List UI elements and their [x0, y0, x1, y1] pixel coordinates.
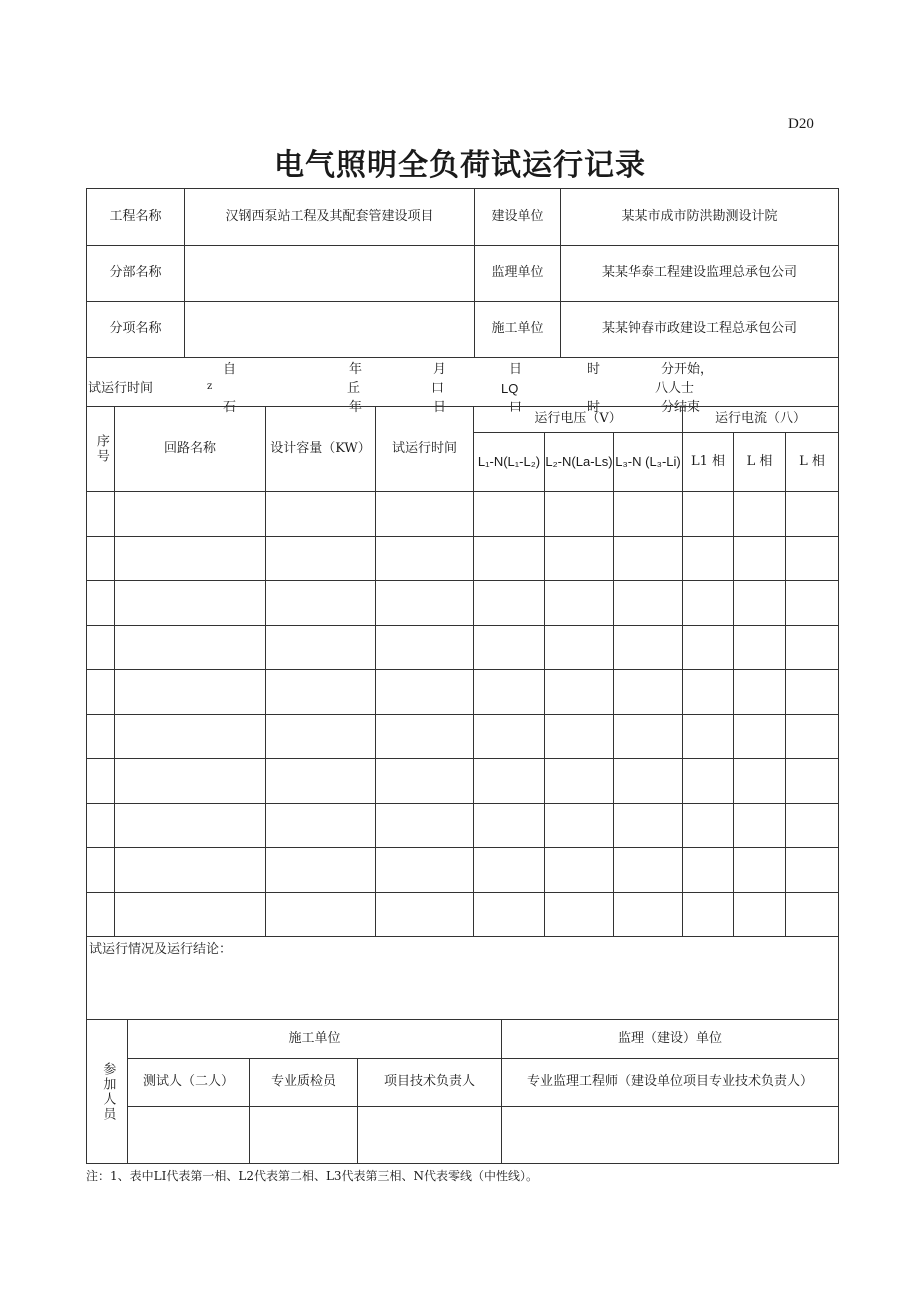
table-cell[interactable] [87, 581, 115, 626]
table-cell[interactable] [266, 625, 376, 670]
table-cell[interactable] [545, 536, 614, 581]
supervisor-value: 某某华泰工程建设监理总承包公司 [561, 246, 839, 302]
table-cell[interactable] [545, 625, 614, 670]
division-value [185, 246, 475, 302]
table-cell[interactable] [545, 670, 614, 715]
table-cell[interactable] [266, 536, 376, 581]
table-cell[interactable] [683, 492, 734, 537]
document-code: D20 [788, 116, 814, 132]
table-cell[interactable] [376, 714, 474, 759]
table-cell[interactable] [614, 581, 683, 626]
participants-table [86, 1019, 839, 1164]
table-cell[interactable] [115, 759, 266, 804]
table-cell[interactable] [786, 714, 839, 759]
table-cell[interactable] [87, 670, 115, 715]
table-cell[interactable] [376, 581, 474, 626]
rt-l2-3: LQ [501, 381, 519, 396]
table-cell[interactable] [376, 759, 474, 804]
table-cell[interactable] [683, 892, 734, 937]
table-cell[interactable] [474, 536, 545, 581]
subitem-label: 分项名称 [87, 302, 185, 358]
voltage-group-header: 运行电压（V） [474, 407, 683, 433]
table-cell[interactable] [474, 492, 545, 537]
table-cell[interactable] [87, 803, 115, 848]
table-row [87, 581, 839, 626]
table-cell[interactable] [115, 892, 266, 937]
table-cell[interactable] [614, 892, 683, 937]
supervisor-label: 监理单位 [475, 246, 561, 302]
table-cell[interactable] [474, 803, 545, 848]
table-cell[interactable] [734, 759, 786, 804]
table-row [87, 803, 839, 848]
table-cell[interactable] [734, 625, 786, 670]
table-cell[interactable] [545, 492, 614, 537]
rt-l1-1: 年 [349, 362, 363, 377]
table-row [87, 848, 839, 893]
table-cell[interactable] [734, 492, 786, 537]
table-cell[interactable] [734, 803, 786, 848]
voltage-col-l1: L₁-N(L₁-L₂) [474, 433, 545, 492]
table-cell[interactable] [115, 670, 266, 715]
subitem-value [185, 302, 475, 358]
table-cell[interactable] [376, 803, 474, 848]
contractor-label: 施工单位 [475, 302, 561, 358]
capacity-header: 设计容量（KW） [266, 407, 376, 492]
table-cell[interactable] [376, 848, 474, 893]
table-cell[interactable] [734, 581, 786, 626]
table-cell[interactable] [614, 536, 683, 581]
table-row [87, 714, 839, 759]
table-cell[interactable] [786, 581, 839, 626]
current-col-l1: L1 相 [683, 433, 734, 492]
rt-l2-1: 丘 [347, 381, 361, 396]
current-col-l3: L 相 [786, 433, 839, 492]
table-cell[interactable] [683, 848, 734, 893]
current-group-header: 运行电流（八） [683, 407, 839, 433]
table-row [87, 892, 839, 937]
table-cell[interactable] [545, 759, 614, 804]
builder-label: 建设单位 [475, 189, 561, 246]
table-cell[interactable] [545, 714, 614, 759]
run-time-label: 试运行时间 [88, 381, 154, 396]
table-cell[interactable] [683, 536, 734, 581]
project-label: 工程名称 [87, 189, 185, 246]
table-cell[interactable] [614, 759, 683, 804]
project-value: 汉钢西泵站工程及其配套管建设项目 [185, 189, 475, 246]
table-cell[interactable] [87, 714, 115, 759]
table-cell[interactable] [376, 625, 474, 670]
table-cell[interactable] [115, 714, 266, 759]
conclusion-cell[interactable]: 试运行情况及运行结论： [87, 937, 839, 1020]
table-row [87, 759, 839, 804]
table-cell[interactable] [474, 670, 545, 715]
table-cell[interactable] [87, 892, 115, 937]
division-label: 分部名称 [87, 246, 185, 302]
table-cell[interactable] [545, 803, 614, 848]
table-cell[interactable] [266, 581, 376, 626]
table-cell[interactable] [474, 892, 545, 937]
table-cell[interactable] [87, 625, 115, 670]
role-tech-lead: 项目技术负责人 [358, 1059, 502, 1107]
table-cell[interactable] [786, 892, 839, 937]
table-cell[interactable] [115, 581, 266, 626]
table-cell[interactable] [614, 492, 683, 537]
table-cell[interactable] [266, 714, 376, 759]
role-tester: 测试人（二人） [128, 1059, 250, 1107]
rt-l2-0: z [207, 381, 213, 392]
sign-tech-lead[interactable] [358, 1107, 502, 1164]
rt-l3-4: 时 [587, 400, 601, 415]
rt-l2-2: 口 [431, 381, 445, 396]
run-time-row [87, 358, 839, 415]
project-info-table [86, 188, 839, 415]
table-cell[interactable] [115, 536, 266, 581]
table-cell[interactable] [115, 803, 266, 848]
sign-tester[interactable] [128, 1107, 250, 1164]
rt-l3-2: 日 [433, 400, 447, 415]
runtime-header: 试运行时间 [376, 407, 474, 492]
table-row [87, 536, 839, 581]
table-cell[interactable] [545, 581, 614, 626]
table-cell[interactable] [474, 759, 545, 804]
table-cell[interactable] [266, 492, 376, 537]
table-cell[interactable] [87, 492, 115, 537]
voltage-col-l2: L₂-N(La-Ls) [545, 433, 614, 492]
table-cell[interactable] [474, 848, 545, 893]
table-cell[interactable] [683, 759, 734, 804]
table-cell[interactable] [266, 848, 376, 893]
page-title: 电气照明全负荷试运行记录 [274, 148, 646, 183]
rt-l1-2: 月 [433, 362, 447, 377]
table-cell[interactable] [786, 670, 839, 715]
footnote: 注：1、表中LI代表第一相、L2代表第二相、L3代表第三相、N代表零线（中性线）。 [86, 1169, 539, 1183]
sign-quality-inspector[interactable] [250, 1107, 358, 1164]
voltage-col-l3: L₃-N (L₃-Li) [614, 433, 683, 492]
table-cell[interactable] [87, 536, 115, 581]
role-supervisor-engineer: 专业监理工程师（建设单位项目专业技术负责人） [502, 1059, 839, 1107]
table-cell[interactable] [474, 714, 545, 759]
table-cell[interactable] [614, 714, 683, 759]
table-cell[interactable] [734, 714, 786, 759]
measurement-table [86, 406, 839, 1020]
table-cell[interactable] [545, 892, 614, 937]
rt-l3-5: 分结束 [661, 400, 701, 415]
table-cell[interactable] [734, 892, 786, 937]
table-cell[interactable] [266, 670, 376, 715]
rt-l3-0: 石 [223, 400, 237, 415]
table-cell[interactable] [115, 625, 266, 670]
seq-header: 序号 [87, 407, 115, 492]
table-cell[interactable] [683, 670, 734, 715]
table-row [87, 670, 839, 715]
table-cell[interactable] [376, 536, 474, 581]
table-cell[interactable] [614, 803, 683, 848]
table-cell[interactable] [266, 759, 376, 804]
supervisor-group-header: 监理（建设）单位 [502, 1020, 839, 1059]
table-cell[interactable] [683, 803, 734, 848]
table-cell[interactable] [115, 848, 266, 893]
table-cell[interactable] [376, 892, 474, 937]
table-cell[interactable] [786, 803, 839, 848]
table-cell[interactable] [786, 848, 839, 893]
current-col-l2: L 相 [734, 433, 786, 492]
rt-l1-5: 分开始， [661, 362, 714, 377]
table-row [87, 492, 839, 537]
table-cell[interactable] [266, 892, 376, 937]
table-cell[interactable] [683, 714, 734, 759]
table-cell[interactable] [786, 492, 839, 537]
table-cell[interactable] [115, 492, 266, 537]
table-cell[interactable] [474, 625, 545, 670]
table-cell[interactable] [87, 848, 115, 893]
table-cell[interactable] [614, 625, 683, 670]
rt-l1-0: 自 [223, 362, 237, 377]
table-cell[interactable] [734, 536, 786, 581]
table-cell[interactable] [734, 670, 786, 715]
rt-l3-3: 口 [509, 400, 523, 415]
table-cell[interactable] [545, 848, 614, 893]
table-cell[interactable] [683, 581, 734, 626]
circuit-header: 回路名称 [115, 407, 266, 492]
table-cell[interactable] [786, 625, 839, 670]
rt-l2-4: 八人士 [655, 381, 695, 396]
table-cell[interactable] [87, 759, 115, 804]
table-cell[interactable] [376, 492, 474, 537]
role-quality-inspector: 专业质检员 [250, 1059, 358, 1107]
sign-supervisor-engineer[interactable] [502, 1107, 839, 1164]
table-cell[interactable] [786, 536, 839, 581]
table-cell[interactable] [683, 625, 734, 670]
contractor-value: 某某钟春市政建设工程总承包公司 [561, 302, 839, 358]
rt-l1-4: 时 [587, 362, 601, 377]
participants-label: 参加人员 [87, 1020, 128, 1164]
table-cell[interactable] [786, 759, 839, 804]
table-cell[interactable] [266, 803, 376, 848]
table-row [87, 625, 839, 670]
table-cell[interactable] [376, 670, 474, 715]
table-cell[interactable] [734, 848, 786, 893]
rt-l3-1: 年 [349, 400, 363, 415]
builder-value: 某某市成市防洪勘测设计院 [561, 189, 839, 246]
rt-l1-3: 日 [509, 362, 523, 377]
table-cell[interactable] [474, 581, 545, 626]
table-cell[interactable] [614, 670, 683, 715]
table-cell[interactable] [614, 848, 683, 893]
contractor-group-header: 施工单位 [128, 1020, 502, 1059]
